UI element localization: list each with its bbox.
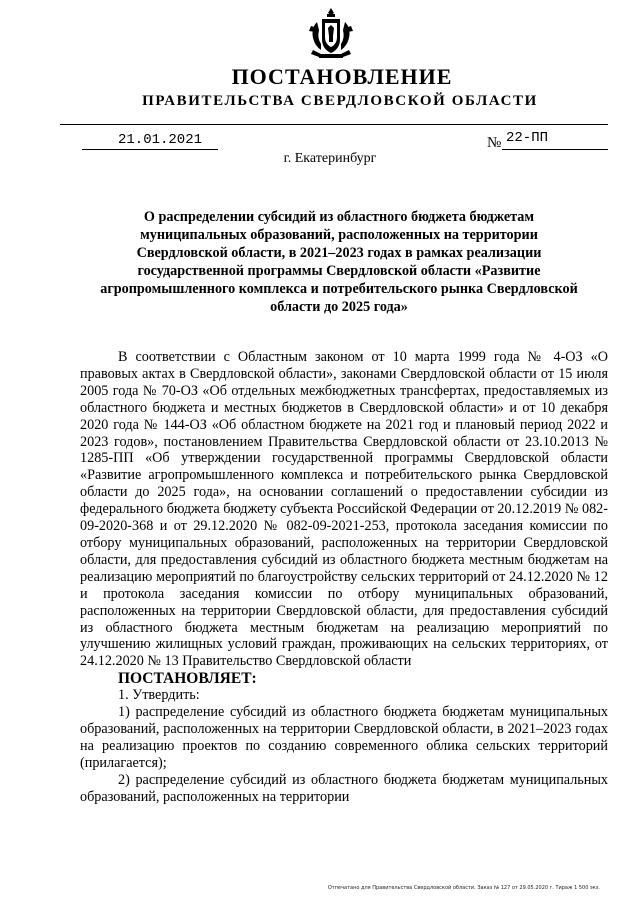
document-title: ПОСТАНОВЛЕНИЕ bbox=[231, 64, 453, 89]
document-date: 21.01.2021 bbox=[118, 132, 203, 148]
document-heading: О распределении субсидий из областного бюджета бюджетам муниципальных образований, расположенных на территории Свердловской области, в 2021–2023 годах в рамках реализации государственной программы Свердловской области «Развитие агропромышленного комплекса и потребительского рынка Свердловской области до 2025 года» bbox=[100, 209, 578, 315]
coat-of-arms-emblem bbox=[303, 6, 359, 62]
document-number: 22-ПП bbox=[506, 130, 549, 146]
decree-word: ПОСТАНОВЛЯЕТ: bbox=[118, 670, 257, 688]
number-underline bbox=[502, 149, 608, 150]
city: г. Екатеринбург bbox=[283, 151, 377, 166]
preamble-paragraph: В соответствии с Областным законом от 10 марта 1999 года № 4-ОЗ «О правовых актах в Свердловской области», законами Свердловской области от 15 июля 2005 года № 70-ОЗ «Об отдельных межбюджетных трансфертах, предоставляемых из областного бюджета и местных бюджетов в Свердловской области» и от 10 декабря 2020 года № 144-ОЗ «Об областном бюджете на 2021 год и плановый период 2022 и 2023 годов», постановлением Правительства Свердловской области от 23.10.2013 № 1285-ПП «Об утверждении государственной программы Свердловской области «Развитие агропромышленного комплекса и потребительского рынка Свердловской области до 2025 года», на основании соглашений о предоставлении субсидии из федерального бюджета бюджету субъекта Российской Федерации от 20.12.2019 № 082-09-2020-368 и от 29.12.2020 № 082-09-2021-253, протокола заседания комиссии по отбору муниципальных образований, расположенных на территории Свердловской области, для предоставления субсидий из областного бюджета местным бюджетам на реализацию мероприятий по благоустройству сельских территорий от 24.12.2020 № 12 и протокола заседания комиссии по отбору муниципальных образований, расположенных на территории Свердловской области, для предоставления субсидий из областного бюджета местным бюджетам на реализацию мероприятий по улучшению жилищных условий граждан, проживающих на сельских территориях, от 24.12.2020 № 13 Правительство Свердловской области bbox=[80, 349, 608, 670]
print-note: Отпечатано для Правительства Свердловской области. Заказ № 127 от 29.05.2020 г. Тираж 1 500 экз. bbox=[327, 885, 600, 891]
list-item: 2) распределение субсидий из областного бюджета бюджетам муниципальных образований, расположенных на территории bbox=[80, 771, 608, 805]
document-body bbox=[80, 349, 608, 806]
document-subtitle: ПРАВИТЕЛЬСТВА СВЕРДЛОВСКОЙ ОБЛАСТИ bbox=[142, 93, 538, 109]
list-item: 1) распределение субсидий из областного бюджета бюджетам муниципальных образований, расположенных на территории Свердловской области, в 2021–2023 годах на реализацию проектов по созданию современного облика сельских территорий (прилагается); bbox=[80, 704, 608, 771]
number-label: № bbox=[487, 135, 502, 151]
list-item: 1. Утвердить: bbox=[118, 687, 200, 704]
date-underline bbox=[82, 149, 218, 150]
header-divider bbox=[60, 124, 608, 125]
